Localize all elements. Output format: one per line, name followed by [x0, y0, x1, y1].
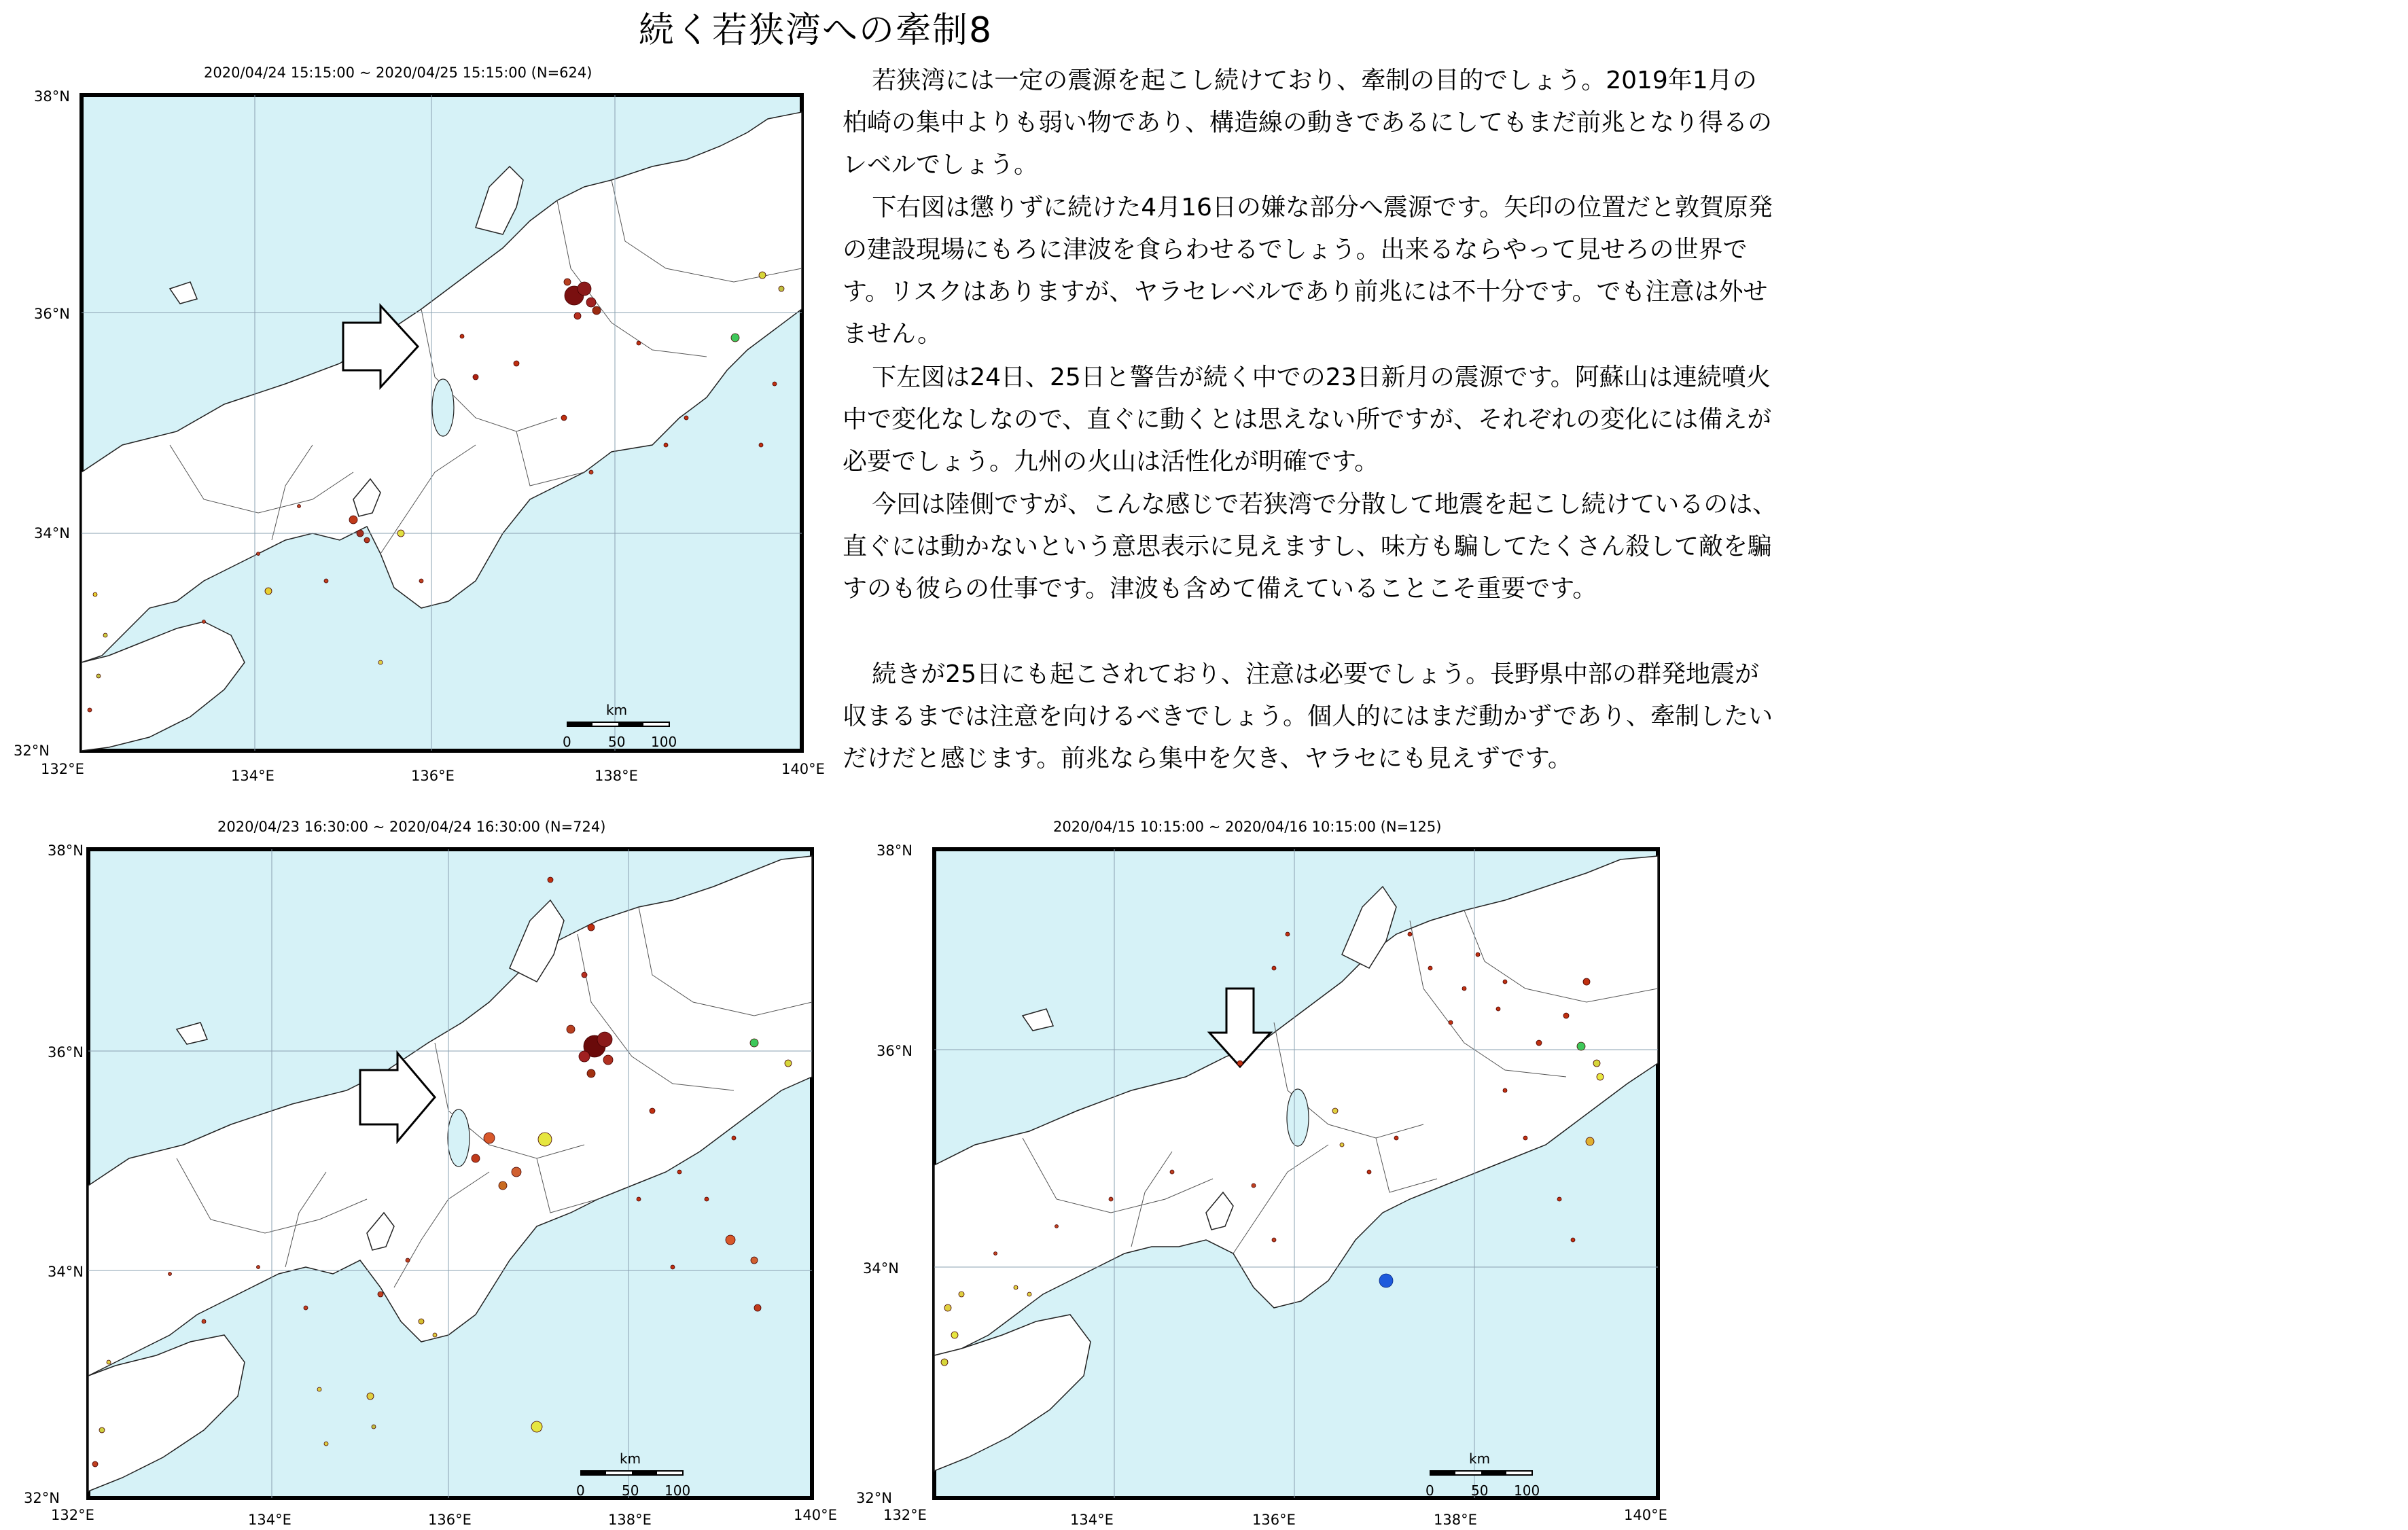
- scale-tick-0: 0: [1426, 1482, 1434, 1499]
- lat-label-34: 34°N: [34, 525, 70, 541]
- paragraph-1: 若狭湾には一定の震源を起こし続けており、牽制の目的でしょう。2019年1月の柏崎の集中よりも弱い物であり、構造線の動きであるにしてもまだ前兆となり得るのレベルでしょう。: [843, 67, 1773, 179]
- map-caption: 2020/04/15 10:15:00 ~ 2020/04/16 10:15:00 (N=125): [1053, 819, 1442, 835]
- scale-tick-50: 50: [622, 1482, 639, 1499]
- paragraph-2: 下右図は懲りずに続けた4月16日の嫌な部分へ震源です。矢印の位置だと敦賀原発の建設現場にもろに津波を食らわせるでしょう。出来るならやって見せろの世界です。リスクはありますが、ヤラセレベルであり前兆には不十分です。でも注意は外せません。: [843, 194, 1773, 348]
- lat-label-32: 32°N: [24, 1490, 60, 1506]
- scale-unit: km: [606, 702, 628, 718]
- paragraph-5: 続きが25日にも起こされており、注意は必要でしょう。長野県中部の群発地震が収まるまでは注意を向けるべきでしょう。個人的にはまだ動かずであり、牽制したいだけだと感じます。前兆なら集中を欠き、ヤラセにも見えずです。: [843, 660, 1773, 772]
- lake-biwa: [448, 1109, 470, 1167]
- scale-tick-0: 0: [576, 1482, 585, 1499]
- scale-bar: [581, 1471, 683, 1475]
- scale-tick-50: 50: [608, 734, 626, 750]
- scale-tick-0: 0: [563, 734, 571, 750]
- lon-label-136: 136°E: [1252, 1512, 1296, 1528]
- scale-tick-100: 100: [651, 734, 677, 750]
- scale-tick-50: 50: [1471, 1482, 1489, 1499]
- lon-label-136: 136°E: [411, 768, 455, 784]
- lat-label-32: 32°N: [14, 743, 50, 759]
- lon-label-138: 138°E: [1434, 1512, 1477, 1528]
- lon-label-132: 132°E: [883, 1507, 927, 1523]
- scale-tick-100: 100: [665, 1482, 691, 1499]
- lat-label-36: 36°N: [34, 306, 70, 322]
- lon-label-140: 140°E: [781, 761, 825, 777]
- lon-label-140: 140°E: [1624, 1507, 1667, 1523]
- lat-label-38: 38°N: [48, 842, 84, 859]
- scale-unit: km: [1469, 1451, 1491, 1467]
- lon-label-134: 134°E: [248, 1512, 291, 1528]
- map-caption: 2020/04/24 15:15:00 ~ 2020/04/25 15:15:00 (N=624): [204, 65, 592, 81]
- earthquake-map-apr23-24: [0, 819, 843, 1529]
- lon-label-138: 138°E: [595, 768, 638, 784]
- page-title: 続く若狭湾への牽制8: [639, 10, 993, 51]
- lon-label-140: 140°E: [794, 1507, 837, 1523]
- earthquake-map-apr15-16: [853, 819, 1695, 1529]
- lake-biwa: [1287, 1089, 1309, 1146]
- scale-unit: km: [620, 1451, 641, 1467]
- map-caption: 2020/04/23 16:30:00 ~ 2020/04/24 16:30:00 (N=724): [217, 819, 606, 835]
- lake-biwa: [432, 379, 454, 436]
- scale-tick-100: 100: [1514, 1482, 1540, 1499]
- lon-label-134: 134°E: [231, 768, 275, 784]
- scale-bar: [1430, 1471, 1532, 1475]
- lat-label-38: 38°N: [877, 842, 913, 859]
- lon-label-134: 134°E: [1070, 1512, 1114, 1528]
- lat-label-34: 34°N: [863, 1260, 899, 1277]
- earthquake-map-apr24-25: [0, 65, 829, 798]
- lat-label-34: 34°N: [48, 1264, 84, 1280]
- lon-label-136: 136°E: [428, 1512, 472, 1528]
- lat-label-32: 32°N: [856, 1490, 892, 1506]
- lon-label-132: 132°E: [51, 1507, 94, 1523]
- lat-label-36: 36°N: [877, 1043, 913, 1059]
- lat-label-38: 38°N: [34, 88, 70, 105]
- lon-label-132: 132°E: [41, 761, 84, 777]
- lon-label-138: 138°E: [608, 1512, 652, 1528]
- lat-label-36: 36°N: [48, 1044, 84, 1061]
- paragraph-4: 今回は陸側ですが、こんな感じで若狭湾で分散して地震を起こし続けているのは、直ぐには動かないという意思表示に見えますし、味方も騙してたくさん殺して敵を騙すのも彼らの仕事です。津波も含めて備えていることこそ重要です。: [843, 491, 1777, 603]
- paragraph-3: 下左図は24日、25日と警告が続く中での23日新月の震源です。阿蘇山は連続噴火中で変化なしなので、直ぐに動くとは思えない所ですが、それぞれの変化には備えが必要でしょう。九州の火山は活性化が明確です。: [843, 363, 1772, 476]
- scale-bar: [567, 722, 669, 726]
